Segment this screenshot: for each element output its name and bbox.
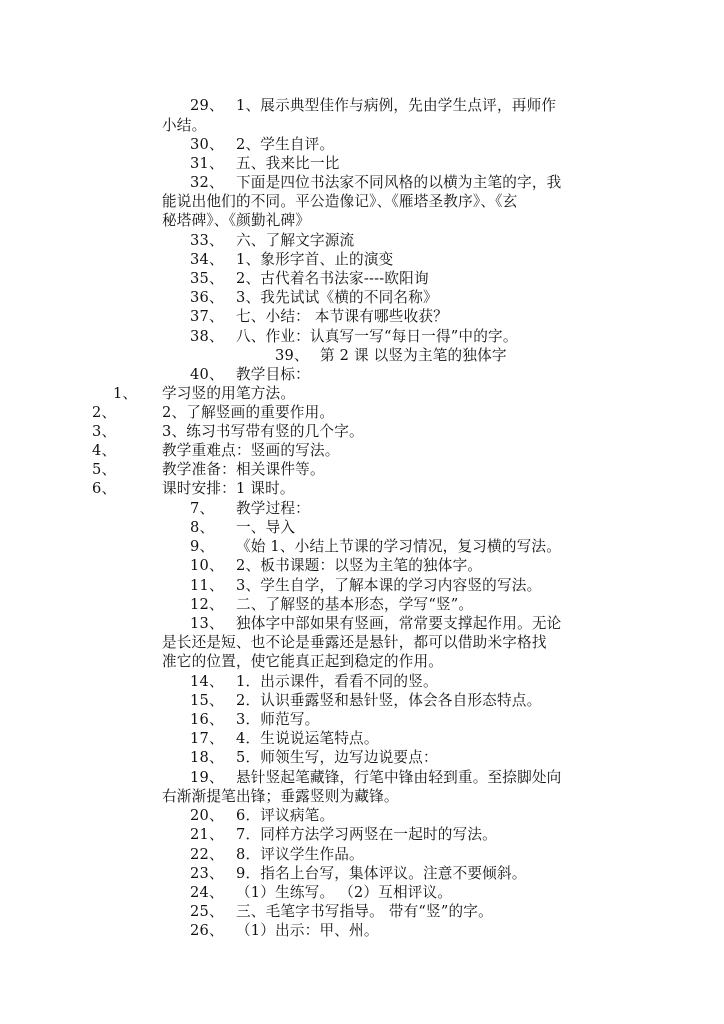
line-number: 20、 — [190, 807, 224, 824]
line-number: 16、 — [190, 711, 224, 728]
line-number: 29、 — [190, 97, 224, 114]
line-text: 1、象形字首、止的演变 — [236, 251, 394, 268]
line-number: 21、 — [190, 826, 224, 843]
line-text: 教学目标： — [236, 366, 310, 383]
line-text: 《始 1、小结上节课的学习情况，复习横的写法。 — [236, 538, 561, 555]
line-number: 38、 — [190, 328, 224, 345]
line-number: 32、 — [190, 174, 224, 191]
line-number: 17、 — [190, 730, 224, 747]
line-text: 9．指名上台写，集体评议。注意不要倾斜。 — [236, 865, 527, 882]
line-text: 学习竖的用笔方法。 — [162, 385, 296, 402]
line-number: 2、 — [92, 404, 117, 421]
line-text: 一、导入 — [236, 519, 296, 536]
line-text: 教学重难点：竖画的写法。 — [162, 442, 340, 459]
line-text: 独体字中部如果有竖画，常常要支撑起作用。无论 — [236, 615, 562, 632]
line-text: 3、我先试试《横的不同名称》 — [236, 289, 438, 306]
line-number: 25、 — [190, 903, 224, 920]
line-number: 12、 — [190, 596, 224, 613]
line-text: 准它的位置，使它能真正起到稳定的作用。 — [162, 653, 444, 670]
line-number: 18、 — [190, 749, 224, 766]
line-text: 4．生说说运笔特点。 — [236, 730, 379, 747]
line-number: 33、 — [190, 232, 224, 249]
line-number: 22、 — [190, 846, 224, 863]
line-number: 19、 — [190, 769, 224, 786]
line-text: 教学过程： — [236, 500, 310, 517]
line-text: 下面是四位书法家不同风格的以横为主笔的字，我 — [236, 174, 562, 191]
line-text: 5．师领生写，边写边说要点： — [236, 749, 438, 766]
line-number: 26、 — [190, 922, 224, 939]
line-text: 2．认识垂露竖和悬针竖，体会各自形态特点。 — [236, 692, 542, 709]
line-number: 11、 — [190, 577, 224, 594]
line-number: 6、 — [92, 480, 117, 497]
line-text: 2、板书课题：以竖为主笔的独体字。 — [236, 557, 483, 574]
line-number: 8、 — [190, 519, 215, 536]
line-number: 37、 — [190, 308, 224, 325]
line-text: 三、毛笔字书写指导。 带有“竖”的字。 — [236, 903, 493, 920]
line-text: 第 2 课 以竖为主笔的独体字 — [320, 347, 507, 364]
line-number: 3、 — [92, 423, 117, 440]
line-text: 课时安排：1 课时。 — [162, 480, 295, 497]
line-number: 40、 — [190, 366, 224, 383]
line-text: 2、了解竖画的重要作用。 — [162, 404, 335, 421]
line-number: 36、 — [190, 289, 224, 306]
line-text: 教学准备：相关课件等。 — [162, 461, 325, 478]
line-number: 13、 — [190, 615, 224, 632]
line-text: 3、练习书写带有竖的几个字。 — [162, 423, 364, 440]
line-text: 二、了解竖的基本形态，学写“竖”。 — [236, 596, 474, 613]
line-text: 2、古代着名书法家----欧阳询 — [236, 270, 429, 287]
line-text: （1）生练写。 （2）互相评议。 — [236, 884, 453, 901]
line-text: 五、我来比一比 — [236, 155, 340, 172]
line-number: 35、 — [190, 270, 224, 287]
line-number: 1、 — [113, 385, 138, 402]
line-number: 10、 — [190, 557, 224, 574]
line-text: 6．评议病笔。 — [236, 807, 335, 824]
line-text: 秘塔碑》、《颜勤礼碑》 — [162, 212, 311, 229]
line-number: 4、 — [92, 442, 117, 459]
line-text: 悬针竖起笔藏锋，行笔中锋由轻到重。至捺脚处向 — [236, 769, 562, 786]
line-number: 24、 — [190, 884, 224, 901]
line-number: 7、 — [190, 500, 215, 517]
line-text: 3、学生自学，了解本课的学习内容竖的写法。 — [236, 577, 542, 594]
line-text: 小结。 — [162, 117, 207, 134]
line-number: 14、 — [190, 673, 224, 690]
line-text: 右渐渐提笔出锋；垂露竖则为藏锋。 — [162, 788, 399, 805]
line-text: 七、小结： 本节课有哪些收获？ — [236, 308, 448, 325]
line-text: 1．出示课件，看看不同的竖。 — [236, 673, 438, 690]
line-number: 15、 — [190, 692, 224, 709]
line-text: 能说出他们的不同。平公造像记》、《雁塔圣教序》、《玄 — [162, 193, 518, 210]
line-number: 9、 — [190, 538, 215, 555]
line-number: 39、 — [275, 347, 309, 364]
line-text: 是长还是短、也不论是垂露还是悬针，都可以借助米字格找 — [162, 634, 547, 651]
line-text: 3．师范写。 — [236, 711, 320, 728]
line-text: 八、作业：认真写一写“每日一得”中的字。 — [236, 328, 518, 345]
line-number: 34、 — [190, 251, 224, 268]
line-number: 23、 — [190, 865, 224, 882]
line-text: 1、展示典型佳作与病例，先由学生点评，再师作 — [236, 97, 557, 114]
line-text: 2、学生自评。 — [236, 136, 335, 153]
line-number: 31、 — [190, 155, 224, 172]
line-number: 30、 — [190, 136, 224, 153]
line-text: 8．评议学生作品。 — [236, 846, 364, 863]
line-text: 六、了解文字源流 — [236, 232, 355, 249]
line-text: 7．同样方法学习两竖在一起时的写法。 — [236, 826, 497, 843]
line-number: 5、 — [92, 461, 117, 478]
line-text: （1）出示：甲、州。 — [236, 922, 379, 939]
